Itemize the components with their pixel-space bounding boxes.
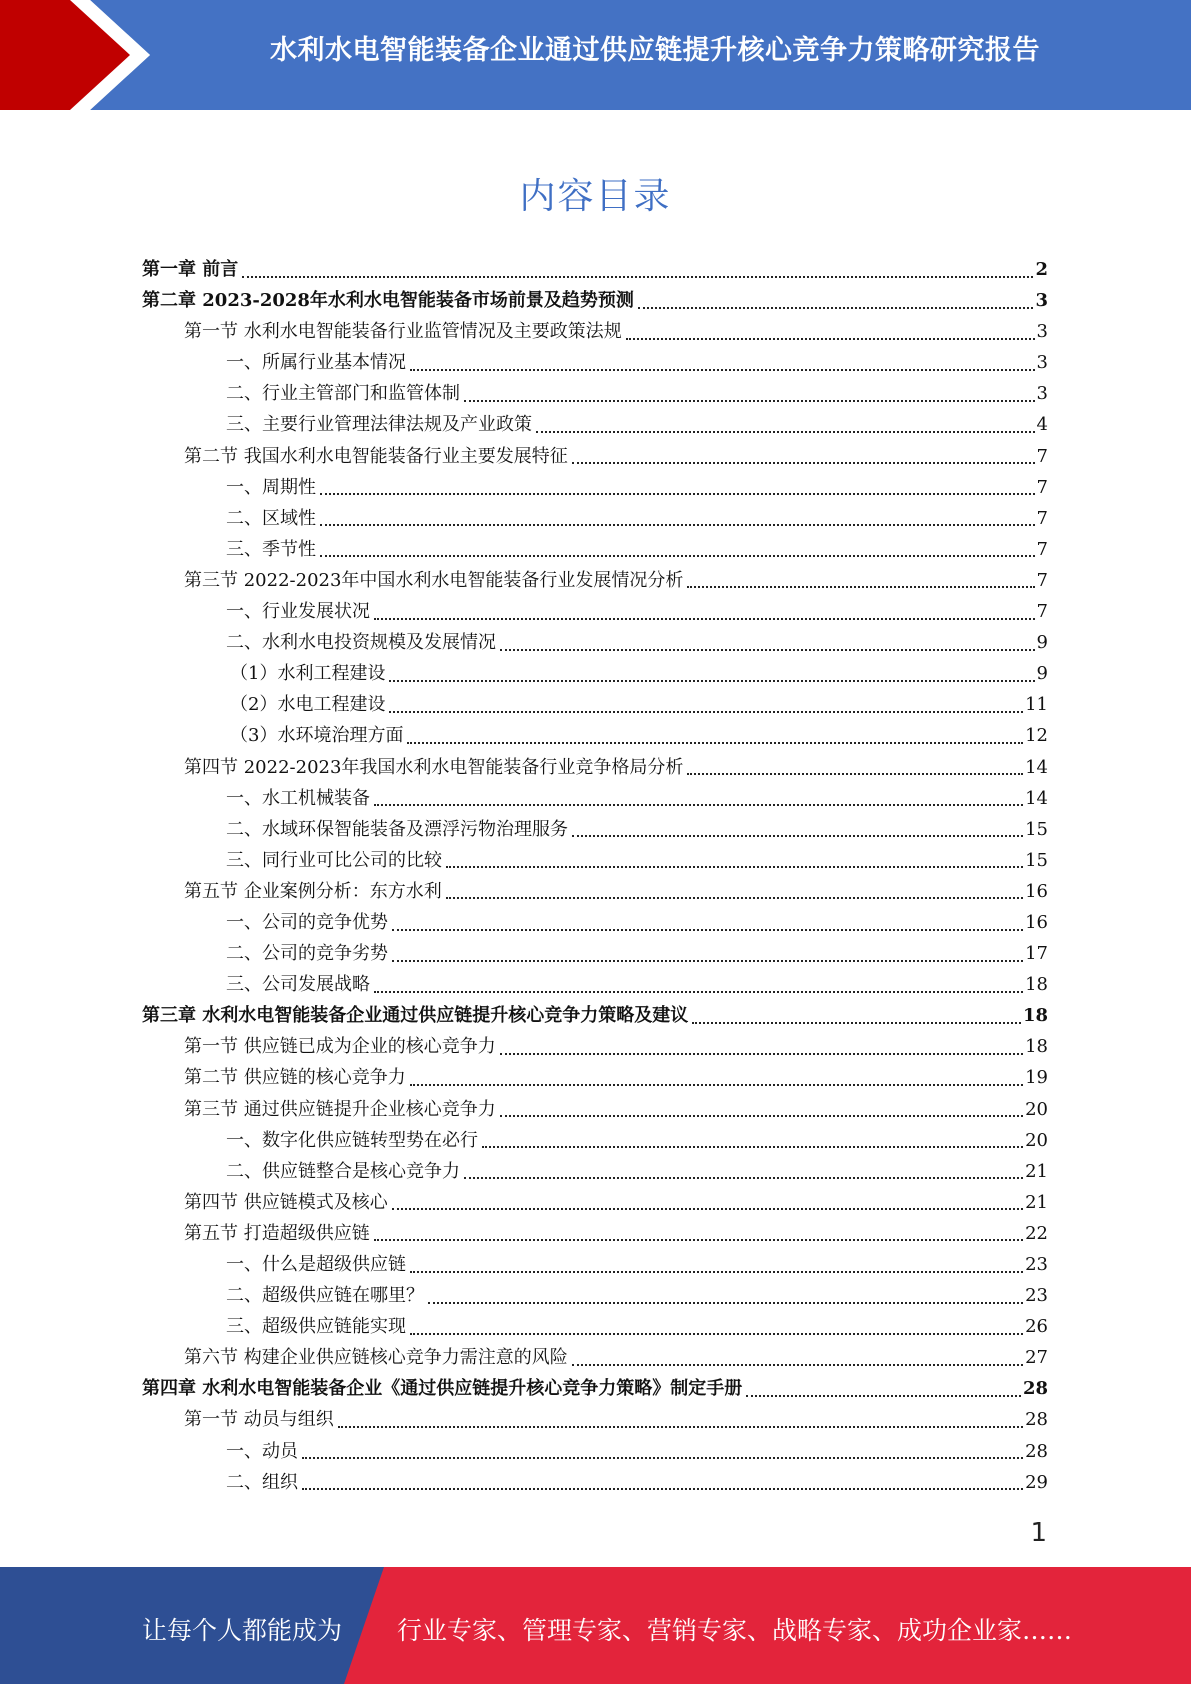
toc-dot-leader bbox=[392, 960, 1023, 962]
toc-entry-label: 三、公司发展战略 bbox=[226, 974, 370, 996]
toc-subsection-entry[interactable] bbox=[142, 1436, 1048, 1467]
toc-dot-leader bbox=[446, 897, 1023, 899]
toc-entry-label: 二、超级供应链在哪里？ bbox=[226, 1285, 424, 1307]
toc-entry-label: 二、供应链整合是核心竞争力 bbox=[226, 1160, 460, 1182]
toc-entry-label: （2）水电工程建设 bbox=[230, 694, 386, 716]
toc-subsection-entry[interactable] bbox=[142, 720, 1048, 751]
toc-dot-leader bbox=[410, 1271, 1023, 1273]
toc-entry-page: 20 bbox=[1025, 1098, 1048, 1120]
toc-dot-leader bbox=[320, 555, 1035, 557]
toc-section-entry[interactable] bbox=[142, 1342, 1048, 1373]
toc-entry-page: 19 bbox=[1025, 1067, 1048, 1089]
header-title: 水利水电智能装备企业通过供应链提升核心竞争力策略研究报告 bbox=[270, 35, 1040, 66]
toc-entry-label: 一、数字化供应链转型势在必行 bbox=[226, 1129, 478, 1151]
toc-entry-page: 16 bbox=[1025, 880, 1048, 902]
toc-entry-page: 18 bbox=[1025, 1036, 1048, 1058]
toc-entry-label: 第三节 通过供应链提升企业核心竞争力 bbox=[184, 1098, 496, 1120]
toc-entry-label: 二、组织 bbox=[226, 1471, 298, 1493]
toc-dot-leader bbox=[302, 1457, 1023, 1459]
toc-entry-label: 二、区域性 bbox=[226, 507, 316, 529]
footer-banner bbox=[0, 1567, 1191, 1684]
toc-subsection-entry[interactable] bbox=[142, 938, 1048, 969]
toc-dot-leader bbox=[536, 431, 1035, 433]
toc-entry-label: 第四节 2022-2023年我国水利水电智能装备行业竞争格局分析 bbox=[184, 756, 684, 778]
toc-entry-page: 3 bbox=[1035, 290, 1048, 312]
toc-dot-leader bbox=[692, 1022, 1021, 1024]
toc-entry-label: 二、水域环保智能装备及漂浮污物治理服务 bbox=[226, 818, 568, 840]
toc-entry-label: 第六节 构建企业供应链核心竞争力需注意的风险 bbox=[184, 1347, 568, 1369]
toc-section-entry[interactable] bbox=[142, 565, 1048, 596]
toc-dot-leader bbox=[374, 618, 1035, 620]
toc-entry-label: 一、周期性 bbox=[226, 476, 316, 498]
toc-dot-leader bbox=[320, 524, 1035, 526]
toc-subsection-entry[interactable] bbox=[142, 845, 1048, 876]
toc-entry-label: 三、季节性 bbox=[226, 538, 316, 560]
toc-dot-leader bbox=[500, 649, 1035, 651]
toc-dot-leader bbox=[464, 1177, 1023, 1179]
toc-dot-leader bbox=[500, 1115, 1023, 1117]
toc-subsection-entry[interactable] bbox=[142, 409, 1048, 440]
toc-entry-page: 21 bbox=[1025, 1191, 1048, 1213]
toc-entry-page: 16 bbox=[1025, 911, 1048, 933]
toc-entry-label: （3）水环境治理方面 bbox=[230, 725, 404, 747]
toc-entry-page: 7 bbox=[1036, 445, 1048, 467]
toc-entry-label: 三、超级供应链能实现 bbox=[226, 1316, 406, 1338]
toc-dot-leader bbox=[572, 1364, 1023, 1366]
toc-entry-label: 二、水利水电投资规模及发展情况 bbox=[226, 632, 496, 654]
toc-section-entry[interactable] bbox=[142, 1218, 1048, 1249]
toc-subsection-entry[interactable] bbox=[142, 907, 1048, 938]
toc-dot-leader bbox=[572, 462, 1035, 464]
toc-dot-leader bbox=[410, 369, 1035, 371]
toc-dot-leader bbox=[687, 773, 1023, 775]
toc-dot-leader bbox=[389, 680, 1034, 682]
toc-dot-leader bbox=[320, 493, 1035, 495]
toc-dot-leader bbox=[482, 1146, 1023, 1148]
toc-entry-page: 4 bbox=[1036, 414, 1048, 436]
toc-entry-label: 第五节 企业案例分析：东方水利 bbox=[184, 880, 442, 902]
toc-entry-page: 28 bbox=[1025, 1440, 1048, 1462]
toc-section-entry[interactable] bbox=[142, 1062, 1048, 1093]
toc-chapter-entry[interactable] bbox=[142, 254, 1048, 285]
toc-subsection-entry[interactable] bbox=[142, 627, 1048, 658]
toc-dot-leader bbox=[626, 338, 1035, 340]
toc-entry-page: 23 bbox=[1025, 1254, 1048, 1275]
header-banner bbox=[0, 0, 1191, 110]
toc-entry-page: 29 bbox=[1025, 1471, 1048, 1493]
toc-entry-label: 第三章 水利水电智能装备企业通过供应链提升核心竞争力策略及建议 bbox=[142, 1005, 689, 1027]
toc-entry-label: 三、主要行业管理法律法规及产业政策 bbox=[226, 414, 532, 436]
toc-subsection-entry[interactable] bbox=[142, 783, 1048, 814]
toc-subsection-entry[interactable] bbox=[142, 969, 1048, 1000]
toc-subsection-entry[interactable] bbox=[142, 1311, 1048, 1342]
toc-entry-label: 第一章 前言 bbox=[142, 259, 239, 280]
toc-entry-label: 第二节 我国水利水电智能装备行业主要发展特征 bbox=[184, 445, 568, 467]
toc-entry-label: 第二节 供应链的核心竞争力 bbox=[184, 1067, 406, 1089]
toc-subsection-entry[interactable] bbox=[142, 503, 1048, 534]
toc-section-entry[interactable] bbox=[142, 752, 1048, 783]
toc-subsection-entry[interactable] bbox=[142, 472, 1048, 503]
toc-entry-page: 9 bbox=[1036, 632, 1048, 654]
page-number: 1 bbox=[1030, 1518, 1047, 1548]
toc-entry-page: 3 bbox=[1036, 321, 1048, 343]
toc-entry-label: （1）水利工程建设 bbox=[230, 663, 386, 685]
toc-entry-label: 二、行业主管部门和监管体制 bbox=[226, 383, 460, 405]
toc-entry-label: 第五节 打造超级供应链 bbox=[184, 1222, 370, 1244]
toc-entry-page: 27 bbox=[1025, 1347, 1048, 1369]
toc-dot-leader bbox=[374, 1239, 1023, 1241]
toc-entry-label: 一、公司的竞争优势 bbox=[226, 911, 388, 933]
toc-entry-label: 一、动员 bbox=[226, 1440, 298, 1462]
toc-chapter-entry[interactable] bbox=[142, 285, 1048, 316]
table-of-contents bbox=[142, 254, 1048, 1498]
toc-entry-page: 21 bbox=[1025, 1160, 1048, 1182]
toc-dot-leader bbox=[464, 400, 1035, 402]
toc-entry-page: 11 bbox=[1025, 694, 1048, 716]
toc-dot-leader bbox=[746, 1395, 1021, 1397]
footer-slogan-left: 让每个人都能成为 bbox=[142, 1616, 343, 1645]
toc-entry-page: 7 bbox=[1036, 476, 1048, 498]
toc-entry-label: 一、什么是超级供应链 bbox=[226, 1254, 406, 1275]
toc-dot-leader bbox=[428, 1302, 1023, 1304]
toc-entry-label: 二、公司的竞争劣势 bbox=[226, 943, 388, 965]
toc-dot-leader bbox=[338, 1426, 1023, 1428]
toc-dot-leader bbox=[407, 742, 1023, 744]
toc-dot-leader bbox=[572, 835, 1023, 837]
toc-section-entry[interactable] bbox=[142, 876, 1048, 907]
toc-entry-page: 15 bbox=[1025, 818, 1048, 840]
toc-entry-label: 第四节 供应链模式及核心 bbox=[184, 1191, 388, 1213]
toc-entry-page: 7 bbox=[1036, 507, 1048, 529]
toc-subsection-entry[interactable] bbox=[142, 1125, 1048, 1156]
footer-slogan-right: 行业专家、管理专家、营销专家、战略专家、成功企业家…… bbox=[397, 1616, 1073, 1645]
toc-title: 内容目录 bbox=[519, 176, 672, 217]
toc-entry-page: 12 bbox=[1025, 725, 1048, 747]
toc-entry-label: 第一节 水利水电智能装备行业监管情况及主要政策法规 bbox=[184, 321, 622, 343]
toc-dot-leader bbox=[410, 1084, 1023, 1086]
toc-section-entry[interactable] bbox=[142, 316, 1048, 347]
toc-dot-leader bbox=[374, 991, 1023, 993]
toc-entry-label: 三、同行业可比公司的比较 bbox=[226, 849, 442, 871]
toc-entry-label: 一、水工机械装备 bbox=[226, 787, 370, 809]
toc-entry-page: 7 bbox=[1036, 569, 1048, 591]
toc-entry-page: 15 bbox=[1025, 849, 1048, 871]
toc-dot-leader bbox=[392, 1208, 1023, 1210]
toc-entry-label: 第三节 2022-2023年中国水利水电智能装备行业发展情况分析 bbox=[184, 569, 684, 591]
toc-entry-page: 7 bbox=[1036, 601, 1048, 623]
toc-dot-leader bbox=[446, 866, 1023, 868]
toc-dot-leader bbox=[638, 307, 1034, 309]
toc-entry-page: 14 bbox=[1025, 787, 1048, 809]
toc-subsection-entry[interactable] bbox=[142, 1156, 1048, 1187]
toc-section-entry[interactable] bbox=[142, 1187, 1048, 1218]
toc-subsection-entry[interactable] bbox=[142, 1467, 1048, 1498]
toc-entry-page: 28 bbox=[1022, 1378, 1048, 1400]
toc-entry-page: 7 bbox=[1036, 538, 1048, 560]
toc-dot-leader bbox=[392, 929, 1023, 931]
toc-chapter-entry[interactable] bbox=[142, 1373, 1048, 1404]
toc-subsection-entry[interactable] bbox=[142, 347, 1048, 378]
toc-subsection-entry[interactable] bbox=[142, 596, 1048, 627]
toc-entry-page: 26 bbox=[1025, 1316, 1048, 1338]
toc-entry-page: 14 bbox=[1025, 756, 1048, 778]
toc-dot-leader bbox=[302, 1488, 1023, 1490]
toc-entry-label: 第四章 水利水电智能装备企业《通过供应链提升核心竞争力策略》制定手册 bbox=[142, 1378, 743, 1400]
toc-subsection-entry[interactable] bbox=[142, 1280, 1048, 1311]
toc-entry-label: 第二章 2023-2028年水利水电智能装备市场前景及趋势预测 bbox=[142, 290, 634, 312]
toc-entry-page: 22 bbox=[1025, 1222, 1048, 1244]
toc-entry-page: 20 bbox=[1025, 1129, 1048, 1151]
toc-section-entry[interactable] bbox=[142, 1031, 1048, 1062]
toc-subsection-entry[interactable] bbox=[142, 534, 1048, 565]
toc-subsection-entry[interactable] bbox=[142, 689, 1048, 720]
toc-entry-page: 3 bbox=[1036, 352, 1048, 374]
toc-dot-leader bbox=[242, 276, 1033, 278]
toc-dot-leader bbox=[500, 1053, 1023, 1055]
toc-entry-page: 17 bbox=[1025, 943, 1048, 965]
toc-section-entry[interactable] bbox=[142, 1094, 1048, 1125]
toc-subsection-entry[interactable] bbox=[142, 1249, 1048, 1280]
toc-subsection-entry[interactable] bbox=[142, 378, 1048, 409]
toc-chapter-entry[interactable] bbox=[142, 1000, 1048, 1031]
toc-dot-leader bbox=[410, 1333, 1023, 1335]
toc-entry-label: 一、行业发展状况 bbox=[226, 601, 370, 623]
toc-dot-leader bbox=[389, 711, 1023, 713]
toc-dot-leader bbox=[687, 586, 1034, 588]
toc-entry-label: 第一节 供应链已成为企业的核心竞争力 bbox=[184, 1036, 496, 1058]
toc-subsection-entry[interactable] bbox=[142, 658, 1048, 689]
toc-section-entry[interactable] bbox=[142, 1404, 1048, 1435]
toc-dot-leader bbox=[374, 804, 1023, 806]
toc-subsection-entry[interactable] bbox=[142, 814, 1048, 845]
toc-entry-page: 9 bbox=[1036, 663, 1048, 685]
toc-section-entry[interactable] bbox=[142, 441, 1048, 472]
toc-entry-page: 28 bbox=[1025, 1409, 1048, 1431]
toc-entry-page: 18 bbox=[1025, 974, 1048, 996]
toc-entry-page: 18 bbox=[1022, 1005, 1048, 1027]
toc-entry-page: 3 bbox=[1036, 383, 1048, 405]
toc-entry-page: 2 bbox=[1035, 259, 1048, 280]
toc-entry-label: 第一节 动员与组织 bbox=[184, 1409, 334, 1431]
toc-entry-label: 一、所属行业基本情况 bbox=[226, 352, 406, 374]
toc-entry-page: 23 bbox=[1025, 1285, 1048, 1307]
